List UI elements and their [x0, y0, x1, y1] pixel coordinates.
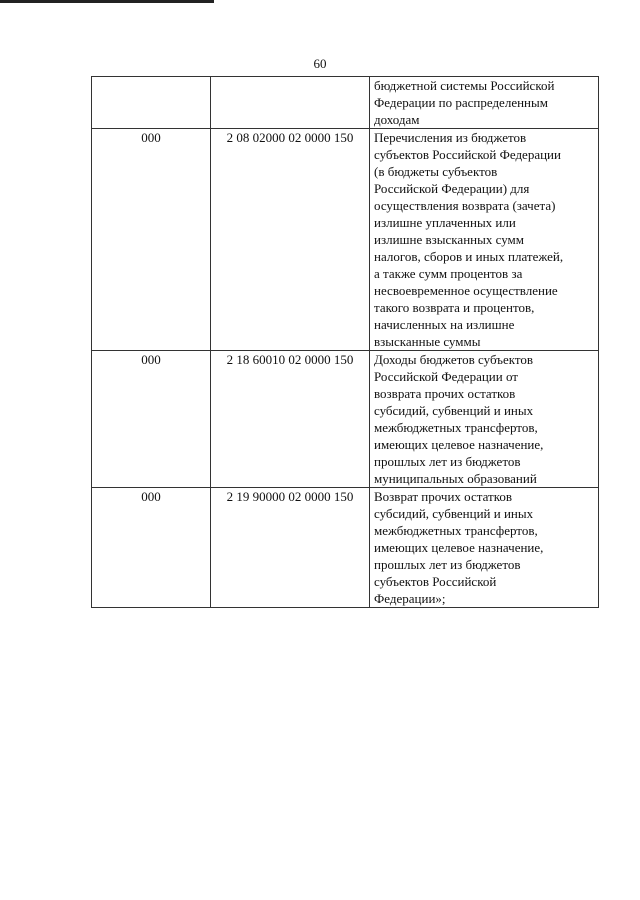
- admin-code-cell: [92, 77, 211, 129]
- name-line: Российской Федерации) для: [374, 181, 530, 196]
- name-line: межбюджетных трансфертов,: [374, 420, 538, 435]
- name-line: (в бюджеты субъектов: [374, 164, 498, 179]
- name-line: возврата прочих остатков: [374, 386, 516, 401]
- name-line: прошлых лет из бюджетов: [374, 557, 521, 572]
- table-row: [92, 351, 599, 488]
- name-line: Перечисления из бюджетов: [374, 130, 527, 145]
- name-line: такого возврата и процентов,: [374, 300, 535, 315]
- name-line: взысканные суммы: [374, 334, 481, 349]
- admin-code-cell: 000: [92, 488, 211, 608]
- income-name-cell: [370, 77, 599, 129]
- budget-code-cell: 2 19 90000 02 0000 150: [211, 488, 370, 608]
- name-line: Российской Федерации от: [374, 369, 518, 384]
- income-name-cell: [370, 129, 599, 351]
- name-line: субсидий, субвенций и иных: [374, 506, 534, 521]
- name-line: субсидий, субвенций и иных: [374, 403, 534, 418]
- budget-codes-table: [91, 76, 599, 608]
- name-line: Доходы бюджетов субъектов: [374, 352, 534, 367]
- table-row: [92, 129, 599, 351]
- name-line: Федерации»;: [374, 591, 446, 606]
- budget-code-cell: 2 18 60010 02 0000 150: [211, 351, 370, 488]
- name-line: имеющих целевое назначение,: [374, 540, 544, 555]
- name-line: осуществления возврата (зачета): [374, 198, 556, 213]
- income-name-cell: [370, 488, 599, 608]
- name-line: имеющих целевое назначение,: [374, 437, 544, 452]
- name-line: Возврат прочих остатков: [374, 489, 513, 504]
- name-line: муниципальных образований: [374, 471, 537, 486]
- name-line: налогов, сборов и иных платежей,: [374, 249, 564, 264]
- page-number: 60: [313, 56, 327, 71]
- name-line: излишне уплаченных или: [374, 215, 516, 230]
- budget-code-cell: [211, 77, 370, 129]
- name-line: субъектов Российской Федерации: [374, 147, 561, 162]
- name-line: прошлых лет из бюджетов: [374, 454, 521, 469]
- top-rule: [0, 0, 214, 3]
- name-line: а также сумм процентов за: [374, 266, 523, 281]
- admin-code-cell: 000: [92, 129, 211, 351]
- name-line: бюджетной системы Российской: [374, 78, 555, 93]
- name-line: субъектов Российской: [374, 574, 497, 589]
- name-line: доходам: [374, 112, 420, 127]
- name-line: начисленных на излишне: [374, 317, 515, 332]
- table-row: [92, 77, 599, 129]
- income-name-cell: [370, 351, 599, 488]
- admin-code-cell: 000: [92, 351, 211, 488]
- name-line: несвоевременное осуществление: [374, 283, 558, 298]
- name-line: Федерации по распределенным: [374, 95, 548, 110]
- name-line: излишне взысканных сумм: [374, 232, 524, 247]
- name-line: межбюджетных трансфертов,: [374, 523, 538, 538]
- table-row: [92, 488, 599, 608]
- budget-code-cell: 2 08 02000 02 0000 150: [211, 129, 370, 351]
